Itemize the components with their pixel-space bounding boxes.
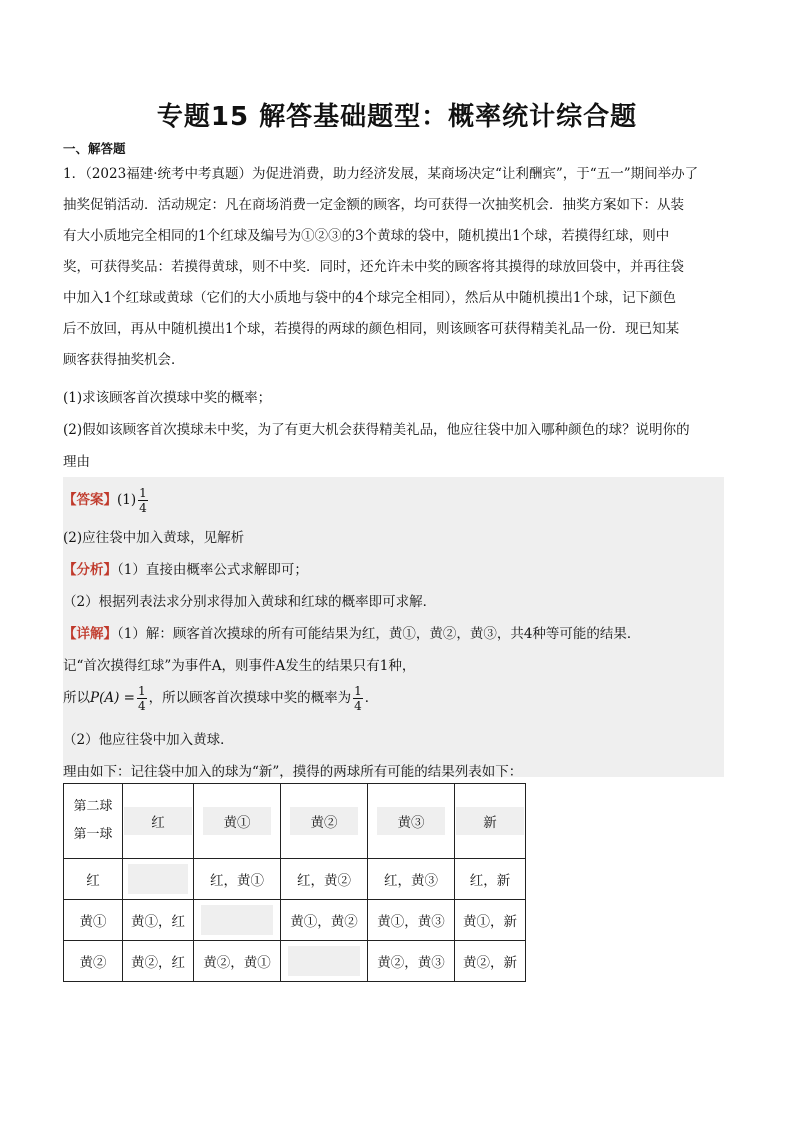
- fraction: $\frac{1}{4}$: [139, 486, 147, 515]
- answer-tag: 【答案】: [63, 492, 117, 508]
- table-cell: 黄①，黄②: [281, 900, 368, 941]
- analysis-tag: 【分析】: [63, 562, 117, 578]
- answer-line-1: 【答案】(1) $\frac{1}{4}$: [63, 486, 147, 515]
- problem-line: 奖，可获得奖品：若摸得黄球，则不中奖．同时，还允许未中奖的顾客将其摸得的球放回袋中，并再往袋: [63, 259, 684, 275]
- analysis-line-2: （2）根据列表法求分别求得加入黄球和红球的概率即可求解．: [63, 594, 437, 610]
- page-title: 专题15 解答基础题型：概率统计综合题: [156, 102, 638, 132]
- section-heading: 一、解答题: [63, 141, 126, 156]
- table-cell: 红，黄③: [368, 859, 455, 900]
- problem-line: 后不放回，再从中随机摸出1个球，若摸得的两球的颜色相同，则该顾客可获得精美礼品一份．现已知某: [63, 321, 680, 337]
- column-header: 红: [123, 784, 194, 859]
- table-cell: 黄②，黄①: [194, 941, 281, 982]
- table-cell: 黄②，红: [123, 941, 194, 982]
- column-header: 黄③: [368, 784, 455, 859]
- table-row: [64, 859, 526, 900]
- detail-line-4: （2）他应往袋中加入黄球．: [63, 732, 234, 748]
- table-cell: 红，黄①: [194, 859, 281, 900]
- table-cell: 红，新: [455, 859, 526, 900]
- fraction: $\frac{1}{4}$: [354, 684, 362, 713]
- table-cell: [281, 941, 368, 982]
- detail-line-1: 【详解】（1）解：顾客首次摸球的所有可能结果为红，黄①，黄②，黄③，共4种等可能的结果．: [63, 626, 641, 642]
- answer-line-2: (2)应往袋中加入黄球，见解析: [63, 530, 245, 546]
- analysis-line-1: 【分析】（1）直接由概率公式求解即可；: [63, 562, 308, 578]
- detail-line-3: 所以P(A) = $\frac{1}{4}$ ，所以顾客首次摸球中奖的概率为 $\frac{1}{4}$ ．: [63, 684, 379, 713]
- problem-line: 顾客获得抽奖机会．: [63, 352, 185, 368]
- table-cell: [123, 859, 194, 900]
- outcome-table: [63, 783, 526, 982]
- table-cell: [194, 900, 281, 941]
- corner-cell: 第二球 第一球: [64, 784, 123, 859]
- detail-tag: 【详解】: [63, 626, 117, 642]
- question-2: (2)假如该顾客首次摸球未中奖，为了有更大机会获得精美礼品，他应往袋中加入哪种颜色的球？说明你的: [63, 422, 690, 438]
- column-header: 黄①: [194, 784, 281, 859]
- table-row: [64, 941, 526, 982]
- detail-line-2: 记“首次摸得红球”为事件A，则事件A发生的结果只有1种，: [63, 658, 416, 674]
- table-cell: 黄①，红: [123, 900, 194, 941]
- table-cell: 黄①，新: [455, 900, 526, 941]
- row-header: 黄①: [64, 900, 123, 941]
- problem-line: 中加入1个红球或黄球（它们的大小质地与袋中的4个球完全相同），然后从中随机摸出1个球，记下颜色: [63, 290, 677, 306]
- table-cell: 黄①，黄③: [368, 900, 455, 941]
- detail-line-5: 理由如下：记往袋中加入的球为“新”，摸得的两球所有可能的结果列表如下：: [63, 764, 523, 780]
- problem-line: 有大小质地完全相同的1个红球及编号为①②③的3个黄球的袋中，随机摸出1个球，若摸得红球，则中: [63, 228, 670, 244]
- table-header-row: [64, 784, 526, 859]
- fraction: $\frac{1}{4}$: [137, 684, 146, 713]
- problem-line: 1．（2023福建·统考中考真题）为促进消费，助力经济发展，某商场决定“让利酬宾”，于“五一”期间举办了: [63, 166, 699, 182]
- column-header: 新: [455, 784, 526, 859]
- row-header: 黄②: [64, 941, 123, 982]
- table-cell: 黄②，新: [455, 941, 526, 982]
- table-row: [64, 900, 526, 941]
- question-1: (1)求该顾客首次摸球中奖的概率；: [63, 390, 272, 406]
- table-cell: 红，黄②: [281, 859, 368, 900]
- table-cell: 黄②，黄③: [368, 941, 455, 982]
- problem-line: 抽奖促销活动．活动规定：凡在商场消费一定金额的顾客，均可获得一次抽奖机会．抽奖方案如下：从装: [63, 197, 684, 213]
- column-header: 黄②: [281, 784, 368, 859]
- question-2-cont: 理由: [63, 454, 90, 470]
- row-header: 红: [64, 859, 123, 900]
